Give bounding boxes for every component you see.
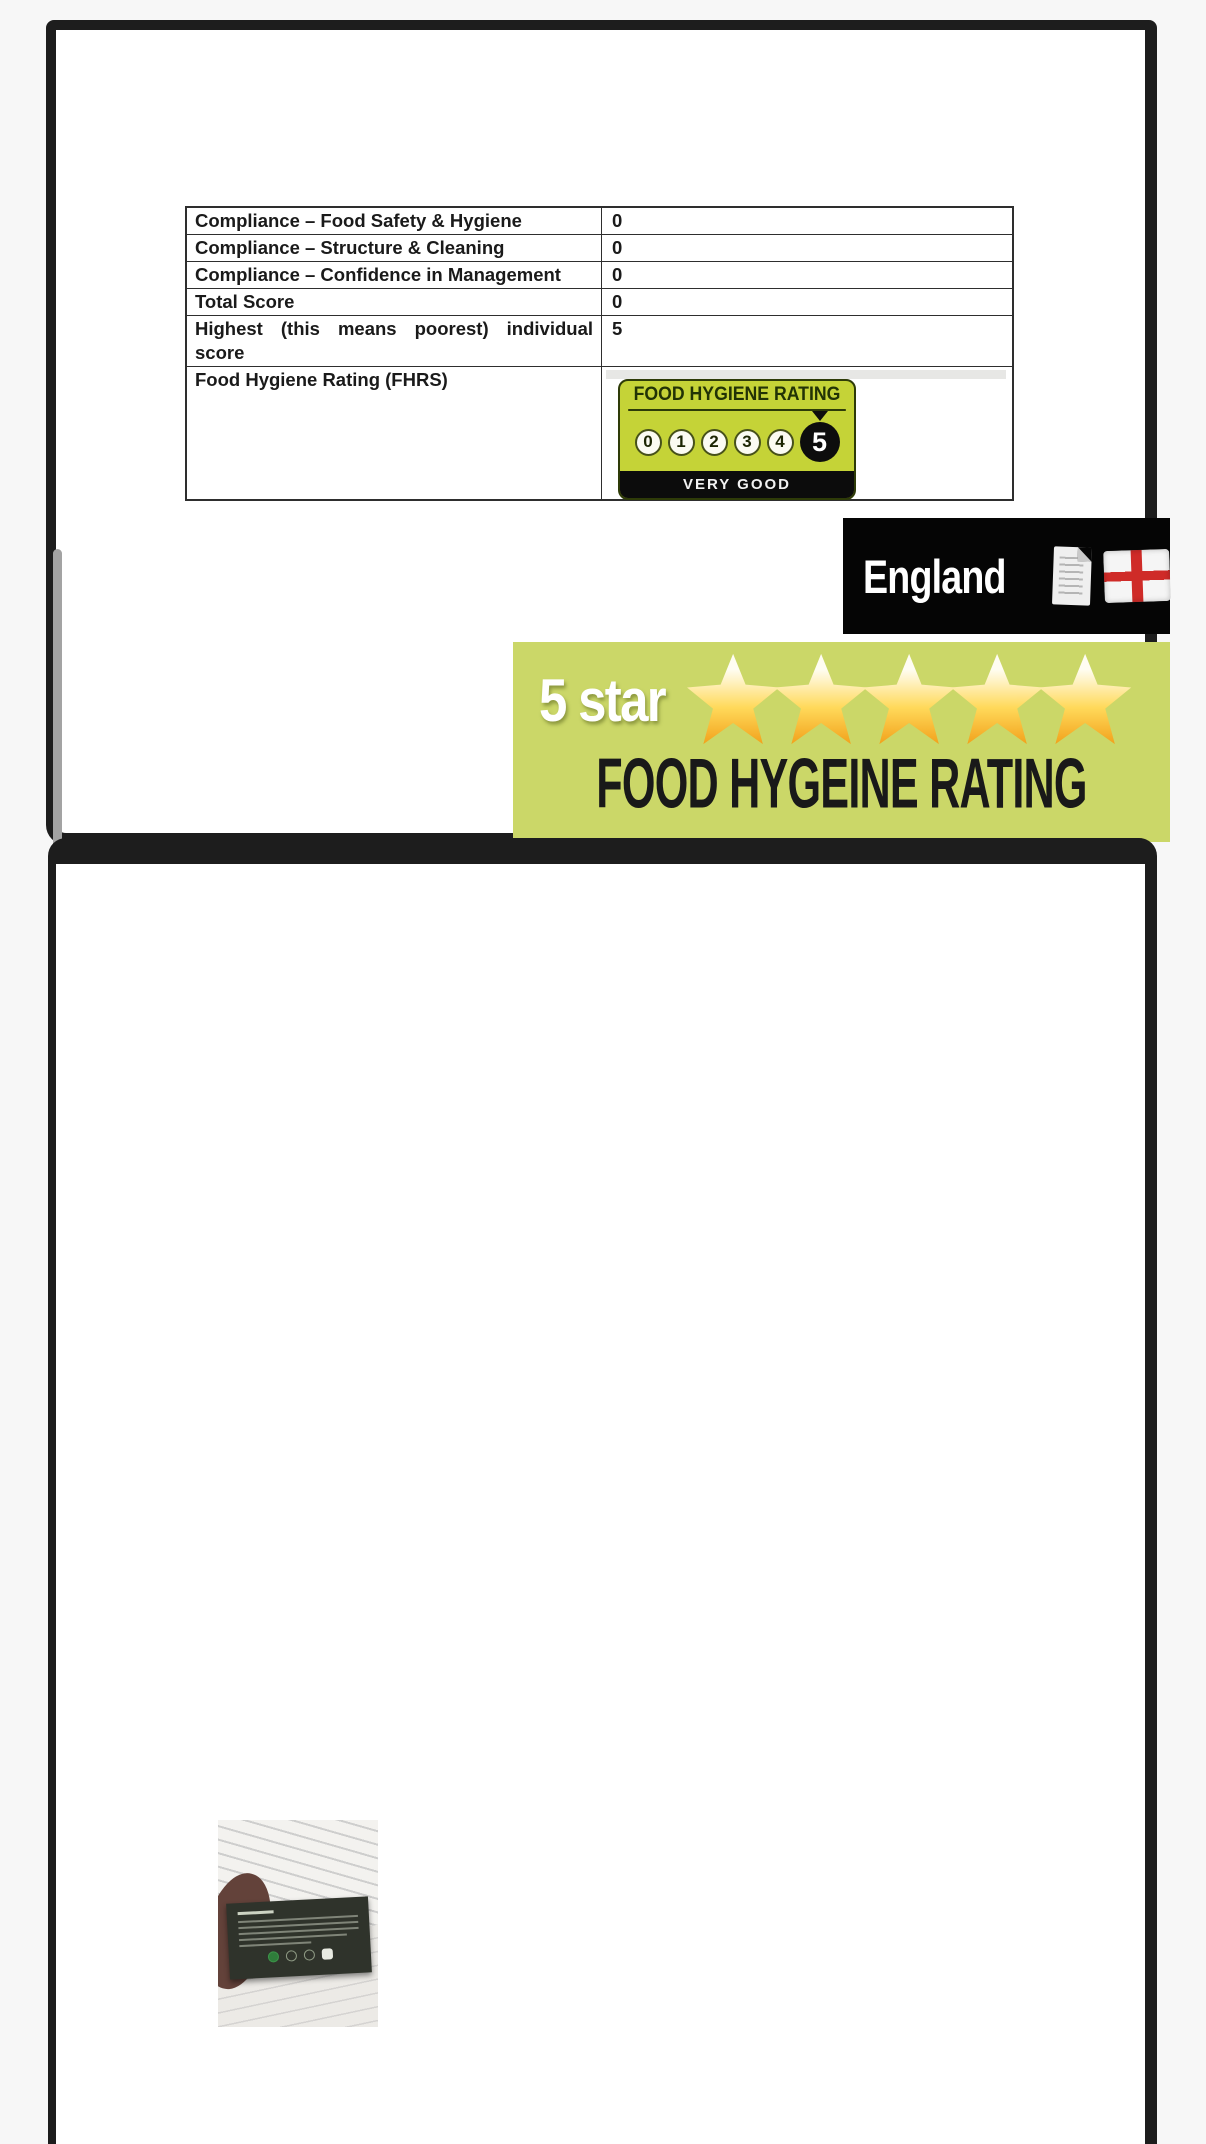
banner-caption-row: [513, 744, 1170, 824]
fhrs-image-border: [606, 370, 1006, 379]
warning-mark-icon: [321, 1948, 333, 1960]
table-row: [187, 234, 1012, 261]
row-value: 0: [601, 262, 1012, 288]
row-label: Total Score: [195, 291, 295, 312]
fhrs-score-0: 0: [635, 429, 662, 456]
star-icon: [773, 652, 869, 748]
document-icon-lines: [1059, 557, 1085, 598]
photo-caution-line: [238, 1910, 274, 1915]
fhrs-pointer-icon: [812, 411, 828, 421]
fhrs-badge-cell: [601, 367, 1012, 499]
fhrs-score-5-selected: [800, 422, 840, 462]
star-icon: [1037, 652, 1133, 748]
banner-label: 5 star: [539, 666, 665, 734]
star-icon: [685, 652, 781, 748]
row-value: 0: [601, 235, 1012, 261]
fhrs-score-1: 1: [668, 429, 695, 456]
fhrs-selected-digit: 5: [811, 427, 828, 457]
product-photo: [218, 1820, 378, 2027]
photo-text-line: [239, 1933, 347, 1941]
england-flag-icon: [1103, 549, 1171, 603]
row-value: 5: [601, 316, 1012, 366]
row-label: Compliance – Food Safety & Hygiene: [195, 210, 522, 231]
star-icon: [861, 652, 957, 748]
row-label: Food Hygiene Rating (FHRS): [195, 369, 448, 390]
document-page-2: [48, 838, 1157, 2144]
table-row: [187, 261, 1012, 288]
photo-product-box: [226, 1896, 372, 1979]
banner-stars: [693, 652, 1133, 748]
table-row: [187, 208, 1012, 234]
fhrs-score-3: 3: [734, 429, 761, 456]
star-icon: [949, 652, 1045, 748]
photo-label-icons: [240, 1947, 360, 1964]
england-badge: [843, 518, 1170, 634]
table-row: [187, 288, 1012, 315]
banner-star-row: [513, 642, 1170, 748]
table-row: [187, 315, 1012, 366]
row-value: 0: [601, 208, 1012, 234]
photo-text-line: [239, 1941, 311, 1947]
scores-table: [185, 206, 1014, 501]
banner-caption: FOOD HYGEINE RATING: [596, 745, 1087, 824]
green-seal-icon: [267, 1951, 279, 1963]
row-label: Compliance – Structure & Cleaning: [195, 237, 505, 258]
fhrs-score-4: 4: [767, 429, 794, 456]
fhrs-title: FOOD HYGIENE RATING: [628, 381, 846, 411]
england-label: England: [863, 549, 1006, 603]
row-label: Compliance – Confidence in Management: [195, 264, 561, 285]
scrollbar-thumb[interactable]: [53, 549, 62, 849]
five-star-banner: [513, 642, 1170, 842]
row-value: 0: [601, 289, 1012, 315]
row-label: Highest (this means poorest) individual score: [195, 318, 593, 363]
round-mark-icon: [285, 1950, 297, 1962]
document-icon: [1052, 546, 1092, 605]
fhrs-score-scale: [620, 411, 854, 469]
round-mark-icon: [303, 1949, 315, 1961]
table-row: [187, 366, 1012, 499]
fhrs-score-2: 2: [701, 429, 728, 456]
fhrs-verdict: VERY GOOD: [620, 471, 854, 498]
fhrs-badge: [618, 379, 856, 500]
